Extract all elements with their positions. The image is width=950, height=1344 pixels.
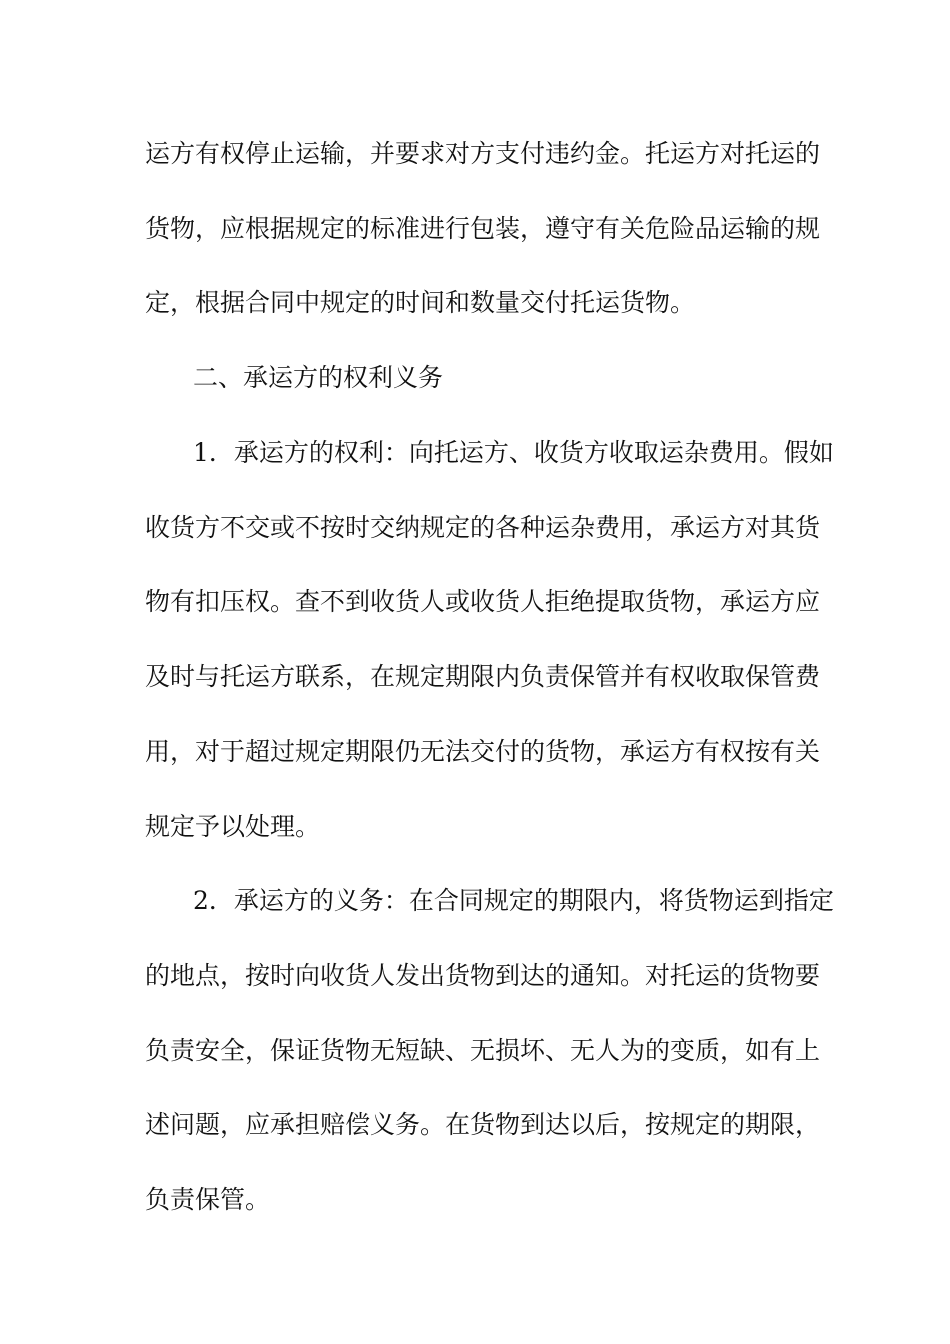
paragraph-line: 负责安全，保证货物无短缺、无损坏、无人为的变质，如有上	[145, 1036, 821, 1065]
paragraph-line: 收货方不交或不按时交纳规定的各种运杂费用，承运方对其货	[145, 513, 821, 542]
paragraph-line: 2．承运方的义务：在合同规定的期限内，将货物运到指定	[193, 886, 834, 915]
paragraph-line: 的地点，按时向收货人发出货物到达的通知。对托运的货物要	[145, 961, 821, 990]
paragraph-line: 1．承运方的权利：向托运方、收货方收取运杂费用。假如	[193, 438, 834, 467]
paragraph-line: 运方有权停止运输，并要求对方支付违约金。托运方对托运的	[145, 139, 821, 168]
paragraph-line: 述问题，应承担赔偿义务。在货物到达以后，按规定的期限，	[145, 1110, 821, 1139]
paragraph-line: 及时与托运方联系，在规定期限内负责保管并有权收取保管费	[145, 662, 821, 691]
paragraph-line: 规定予以处理。	[145, 812, 321, 841]
paragraph-line: 负责保管。	[145, 1185, 271, 1214]
section-heading: 二、承运方的权利义务	[193, 363, 444, 392]
paragraph-line: 用，对于超过规定期限仍无法交付的货物，承运方有权按有关	[145, 737, 821, 766]
paragraph-line: 货物，应根据规定的标准进行包装，遵守有关危险品运输的规	[145, 214, 821, 243]
paragraph-line: 定，根据合同中规定的时间和数量交付托运货物。	[145, 288, 696, 317]
paragraph-line: 物有扣压权。查不到收货人或收货人拒绝提取货物，承运方应	[145, 587, 821, 616]
